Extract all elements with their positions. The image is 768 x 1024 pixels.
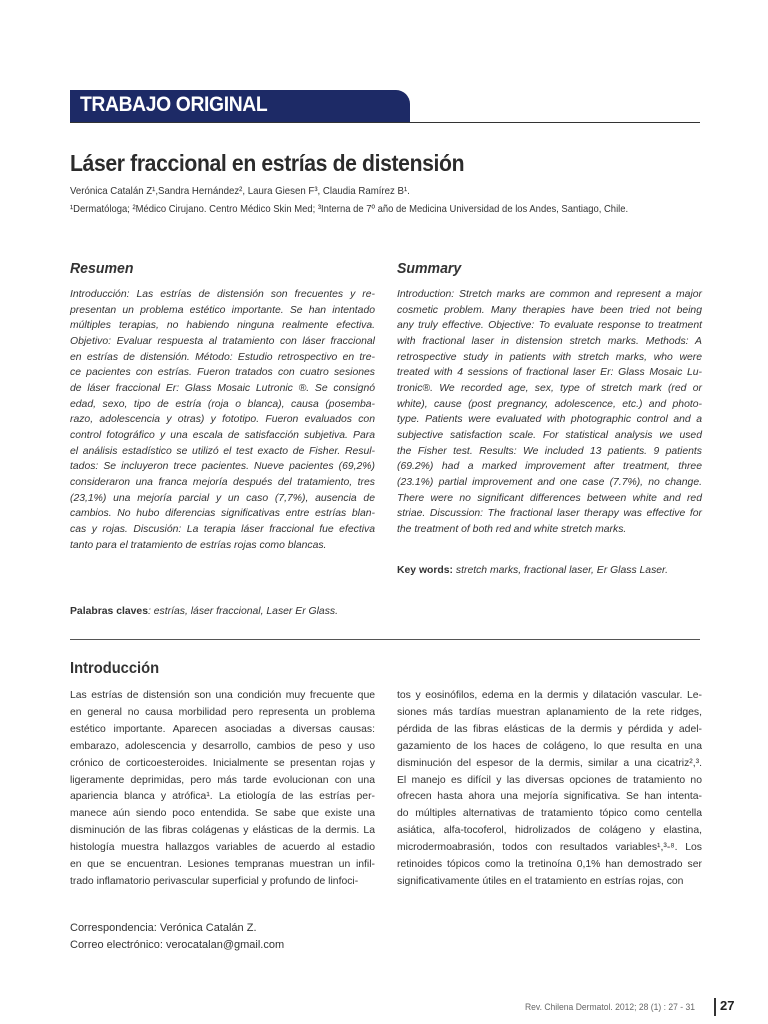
text-line: el análisis estadístico se utilizó el test exacto de Fisher. Resul- (70, 445, 375, 457)
text-line: embarazo, adolescencia y desarrollo, cambios de peso y uso (70, 740, 375, 752)
text-line: múltiples terapias, no habiendo ninguna realmente efectiva. (70, 320, 375, 332)
resumen-keywords-text: : estrías, láser fraccional, Laser Er Glass. (148, 606, 338, 617)
text-line: control fotográfico y una escala de satisfacción subjetiva. Para (70, 429, 375, 441)
text-line: presentan un problema estético importante. Se han intentado (70, 304, 375, 316)
intro-text-col1 (70, 688, 375, 891)
resumen-keywords-label: Palabras claves (70, 606, 148, 617)
text-line: en general no causa morbilidad pero representa un problema (70, 706, 375, 718)
resumen-keywords (70, 606, 338, 617)
text-line: trado inflamatorio perivascular superficial y profundo de linfoci- (70, 875, 359, 887)
resumen-text (70, 287, 375, 553)
text-line: do múltiples alternativas de tratamiento tópico como centella (397, 808, 702, 820)
text-line: Objetivo: Evaluar respuesta al tratamiento con láser fraccional (70, 335, 375, 347)
summary-text (397, 287, 702, 538)
resumen-heading: Resumen (70, 260, 134, 277)
intro-column-1 (70, 688, 375, 891)
text-line: microdermoabrasión, todos con resultados variables¹,³-⁸. Los (397, 842, 702, 854)
text-line: cosmetic problem. Many therapies have been tried not being (397, 304, 702, 316)
text-line: (23.1%) partial improvement and one case (7.7%), no change. (397, 476, 702, 488)
section-banner (70, 90, 410, 123)
summary-keywords (397, 565, 668, 576)
text-line: histología muestra hallazgos variables de acuerdo al estadio (70, 842, 375, 854)
text-line: treated with 4 sessions of fractional laser Er: Glass Mosaic Lu- (397, 367, 702, 379)
text-line: apariencia blanca y atrófica¹. La etiología de las estrías per- (70, 791, 375, 803)
article-title: Láser fraccional en estrías de distensión (70, 150, 465, 176)
summary-keywords-label: Key words: (397, 565, 454, 576)
header-rule (70, 122, 700, 123)
text-line: disminución del espesor de la dermis, similar a una cicatriz²,³. (397, 757, 702, 769)
text-line: edad, sexo, tipo de estría (roja o blanca), causa (posemba- (70, 398, 375, 410)
intro-text-col2 (397, 688, 702, 891)
text-line: Las estrías de distensión son una condición muy frecuente que (70, 690, 375, 701)
text-line: siones más tardías muestran aplanamiento de la rete ridges, (397, 706, 702, 718)
text-line: (69.2%) had a marked improvement after treatment, three (397, 461, 702, 473)
intro-column-2 (397, 688, 702, 891)
text-line: tos y eosinófilos, edema en la dermis y dilatación vascular. Le- (397, 690, 702, 701)
text-line: tanto para el tratamiento de estrías rojas como blancas. (70, 539, 327, 551)
text-line: any truly effective. Objective: To evaluate response to treatment (397, 320, 702, 332)
text-line: with fractional laser in distension stretch marks. Methods: A (397, 335, 702, 347)
text-line: en estrías de distensión. Método: Estudio retrospectivo en tre- (70, 351, 375, 363)
text-line: retinoides tópicos como la tretinoína 0,1% han demostrado ser (397, 859, 702, 871)
text-line: significativamente útiles en el tratamiento en estrías rojas, con (397, 875, 684, 887)
summary-body (397, 287, 702, 538)
text-line: gazamiento de los haces de colágeno, lo que resulta en una (397, 740, 702, 752)
text-line: tados: Se incluyeron trece pacientes. Nueve pacientes (69,2%) (70, 461, 375, 473)
correspondence-name: Correspondencia: Verónica Catalán Z. (70, 922, 257, 934)
text-line: white), cause (post pregnancy, adolescence, etc.) and photo- (397, 398, 702, 410)
text-line: tronic®. We recorded age, sex, type of stretch mark (red or (397, 382, 702, 394)
text-line: ofrecen hasta ahora una mejoría significativa. Se han intenta- (397, 791, 702, 803)
text-line: the treatment of both red and white stretch marks. (397, 523, 627, 535)
text-line: cas y rojas. Discusión: La terapia láser fraccional fue efectiva (70, 523, 375, 535)
text-line: ce pacientes con estrías. Fueron tratados con cuatro sesiones (70, 367, 375, 379)
journal-citation: Rev. Chilena Dermatol. 2012; 28 (1) : 27 - 31 (525, 1002, 695, 1013)
text-line: El manejo es difícil y las diversas opciones de tratamiento no (397, 774, 702, 786)
text-line: There were no significant differences between white and red (397, 492, 702, 504)
text-line: the Fisher test. Results: We included 13 patients. 9 patients (397, 445, 702, 457)
text-line: razo, adolescencia y otras) y fototipo. Fueron evaluados con (70, 414, 375, 426)
text-line: de láser fraccional Er: Glass Mosaic Lutronic ®. Se consignó (70, 382, 375, 394)
text-line: en que se encuentran. Lesiones tempranas muestran un infil- (70, 859, 375, 871)
text-line: Introducción: Las estrías de distensión son frecuentes y re- (70, 289, 375, 300)
text-line: (23,1%) una mejoría parcial y un caso (7,7%), ausencia de (70, 492, 375, 504)
summary-heading: Summary (397, 260, 462, 277)
text-line: type. Patients were evaluated with photographic control and a (397, 414, 702, 426)
page-number: 27 (720, 998, 735, 1013)
text-line: retrospective study in patients with stretch marks, who were (397, 351, 702, 363)
resumen-body (70, 287, 375, 553)
text-line: Introduction: Stretch marks are common and represent a major (397, 289, 702, 300)
text-line: consideraron una franca mejoría después del tratamiento, tres (70, 476, 375, 488)
text-line: subjective satisfaction scale. For statistical analysis we used (397, 429, 702, 441)
correspondence-email: Correo electrónico: verocatalan@gmail.com (70, 939, 285, 951)
text-line: striae. Discussion: The fractional laser therapy was effective for (397, 508, 702, 520)
intro-heading: Introducción (70, 660, 160, 677)
text-line: disminución de las fibras colágenas y elásticas de la dermis. La (70, 825, 375, 837)
article-affiliations: ¹Dermatóloga; ²Médico Cirujano. Centro Médico Skin Med; ³Interna de 7º año de Medicina Universidad de los Andes, Santiago, Chile. (70, 203, 629, 215)
text-line: ligeramente deprimidas, pero más tarde evolucionan con una (70, 774, 375, 786)
text-line: crónico de corticoesteroides. Inicialmente se presentan rojas y (70, 757, 375, 769)
summary-keywords-text: stretch marks, fractional laser, Er Glass Laser. (453, 565, 669, 576)
article-authors: Verónica Catalán Z¹,Sandra Hernández², Laura Giesen F³, Claudia Ramírez B¹. (70, 185, 410, 197)
text-line: estético importante. Aparecen asociadas a diversas causas: (70, 723, 375, 735)
text-line: asiática, alfa-tocoferol, hidrolizados de colágeno y elastina, (397, 825, 702, 837)
text-line: manece aún siendo poco entendida. Se sabe que existe una (70, 808, 375, 820)
section-label: TRABAJO ORIGINAL (80, 93, 268, 116)
text-line: cambios. No hubo diferencias significativas entre estrías blan- (70, 508, 375, 520)
text-line: pérdida de las fibras elásticas de la dermis y pérdida y adel- (397, 723, 702, 735)
footer-divider (714, 998, 716, 1016)
section-divider (70, 639, 700, 640)
